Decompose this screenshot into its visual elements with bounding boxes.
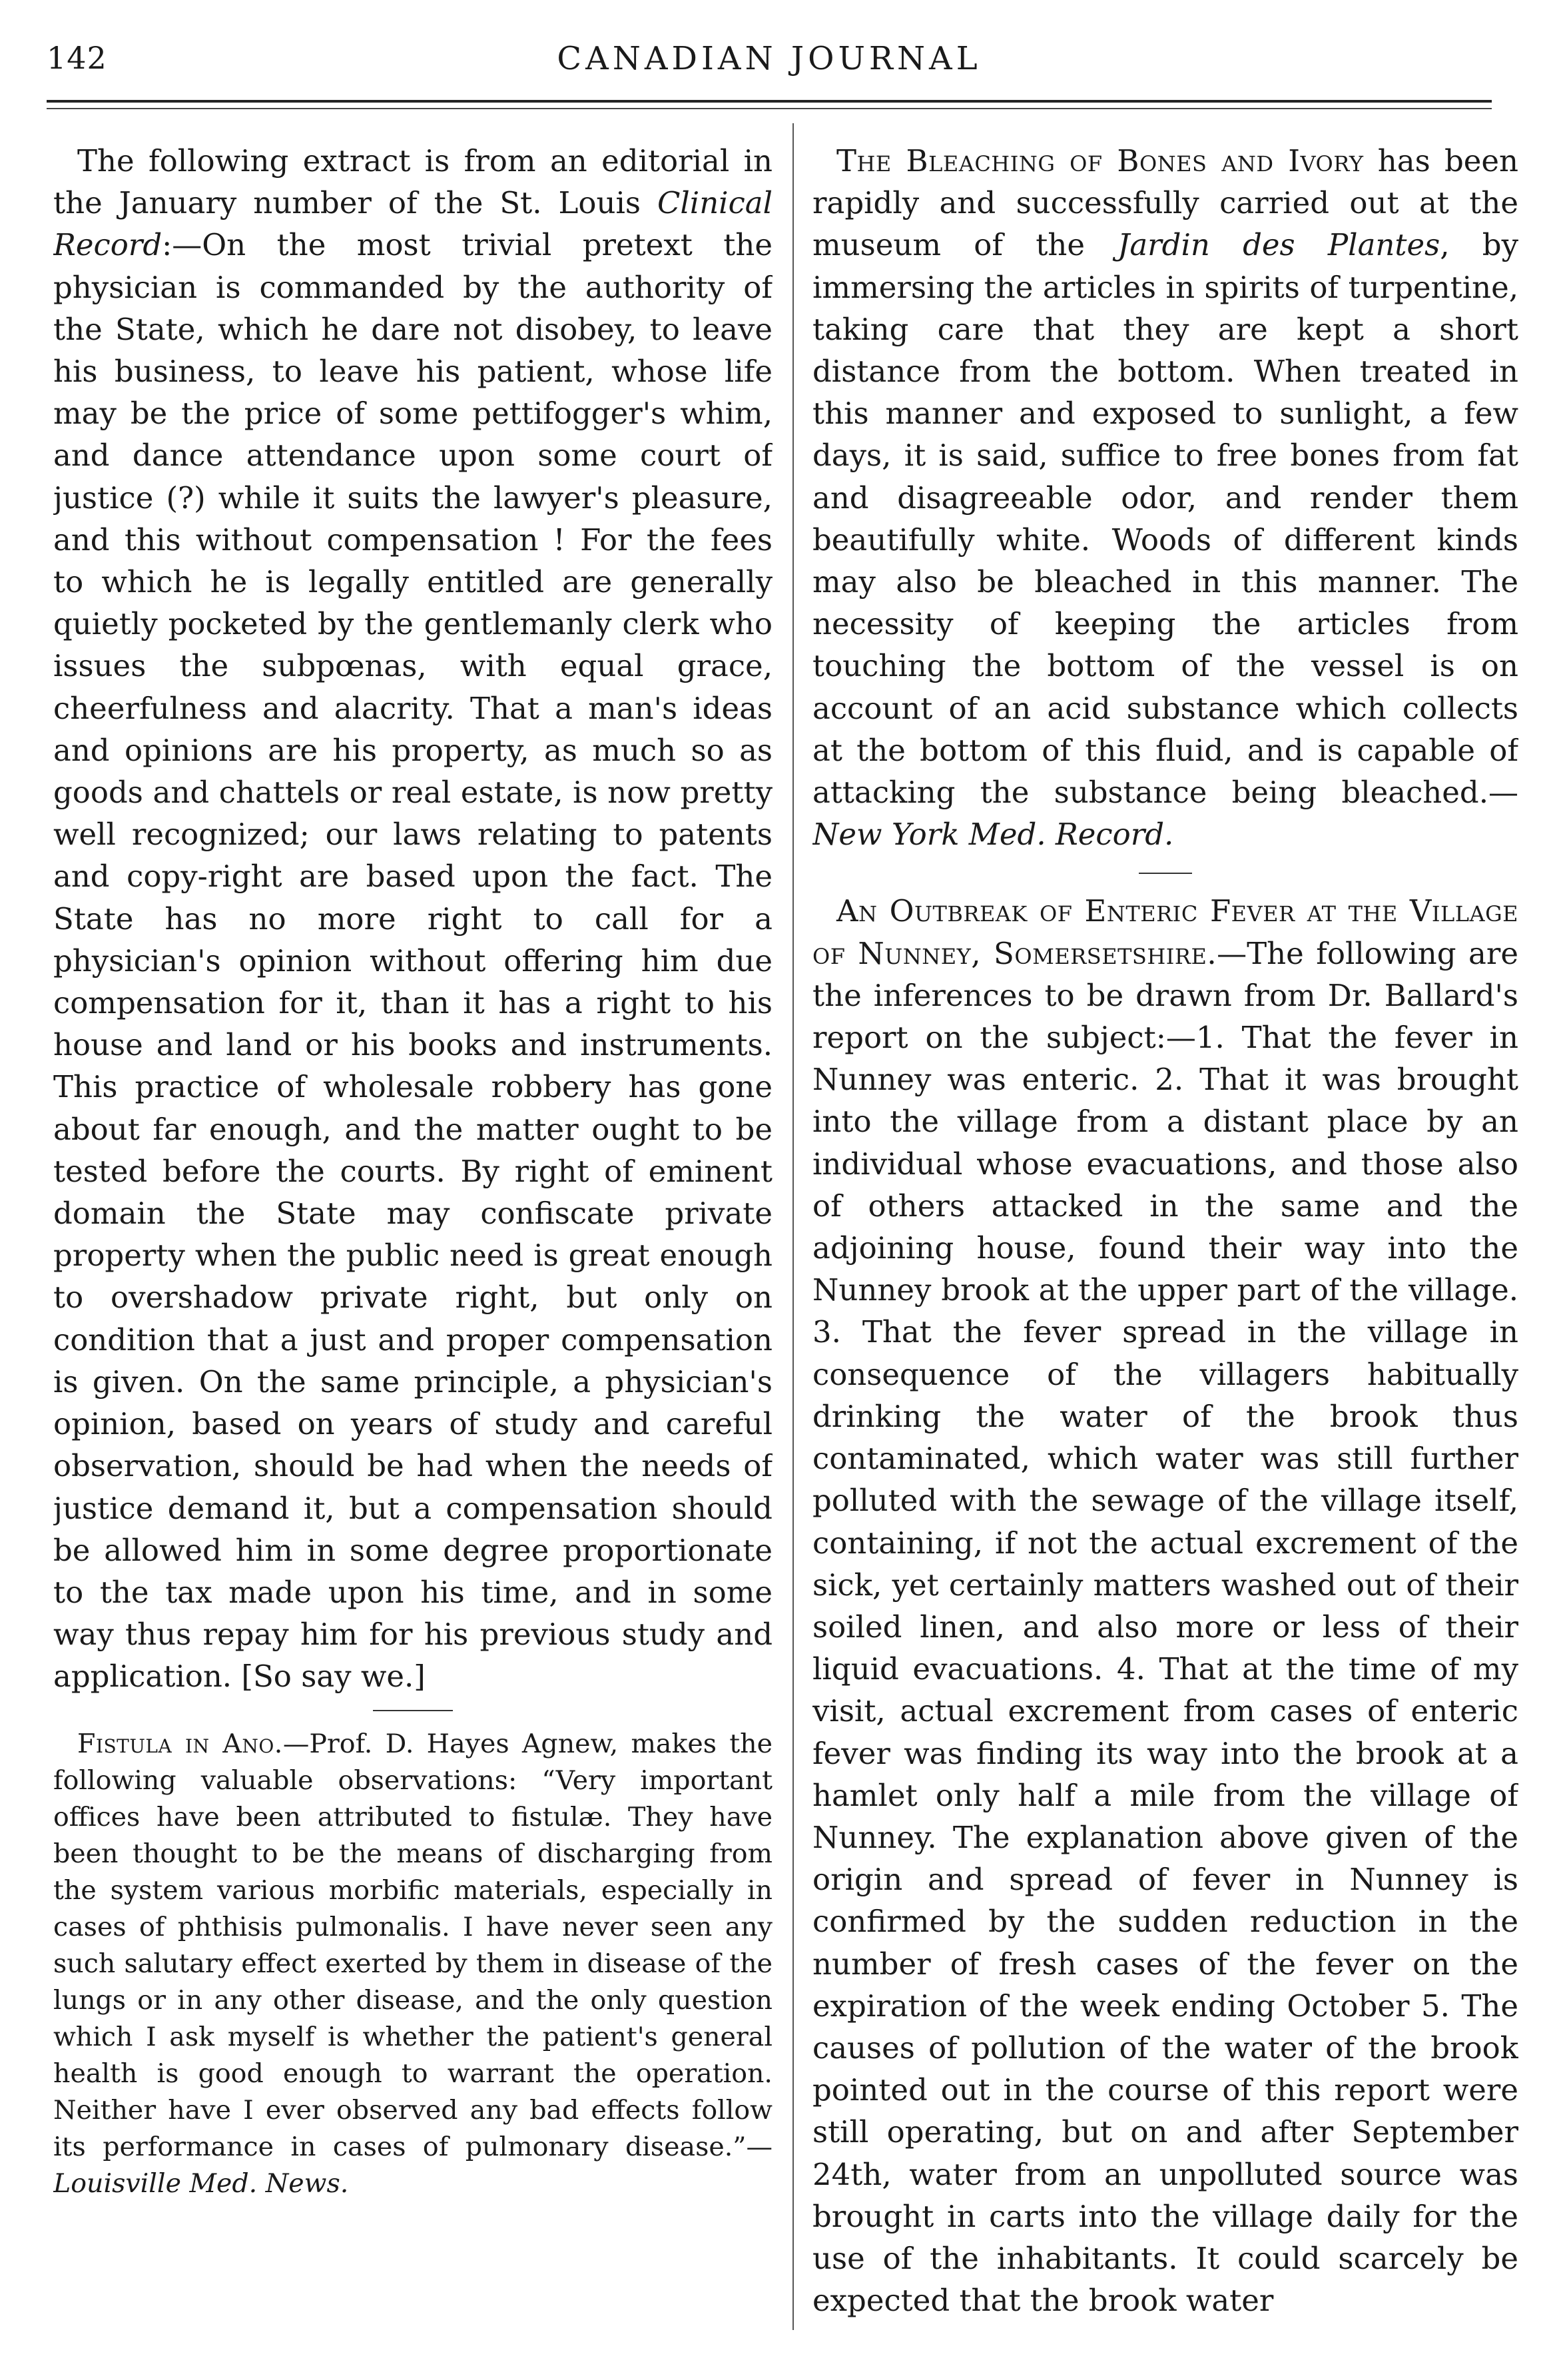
header-rule-thick (47, 100, 1492, 103)
section-separator (1139, 873, 1192, 874)
running-head: CANADIAN JOURNAL (557, 40, 982, 77)
fistula-heading: Fistula in Ano. (77, 1728, 283, 1759)
enteric-heading: An Outbreak of Enteric Fever at the Village of Nunney, Somersetshire. (812, 893, 1518, 971)
bleaching-source: New York Med. Record. (812, 817, 1174, 853)
bleaching-heading: The Bleaching of Bones and Ivory (836, 143, 1364, 179)
section-separator (373, 1710, 453, 1711)
header-rule-thin (47, 108, 1492, 109)
bleaching-paragraph (812, 140, 1518, 855)
right-column (812, 140, 1518, 2340)
fistula-paragraph (53, 1726, 773, 2202)
bleaching-text-2: , by immersing the articles in spirits of turpentine, taking care that they are kept a short distance from the bottom. When treated in this manner and exposed to sunlight, a few days, it is said, suffice to free bones from fat and disagreeable odor, and render them beautifully white. Woods of different kinds may also be bleached in this manner. The necessity of keeping the articles from touching the bottom of the vessel is on account of an acid substance which collects at the bottom of this fluid, and is capable of attacking the substance being bleached.— (812, 227, 1518, 811)
page-number: 142 (47, 40, 107, 76)
editorial-source-title: Clinical Record (53, 185, 773, 263)
page-header (47, 40, 1492, 93)
editorial-text-2: :—On the most trivial pretext the physician is commanded by the authority of the State, which he dare not disobey, to leave his business, to leave his patient, whose life may be the price of some pettifogger's whim, and dance attendance upon some court of justice (?) while it suits the lawyer's pleasure, and this without compensation ! For the fees to which he is legally entitled are generally quietly pocketed by the gentlemanly clerk who issues the subpœnas, with equal grace, cheerfulness and alacrity. That a man's ideas and opinions are his property, as much so as goods and chattels or real estate, is now pretty well recognized; our laws relating to patents and copy-right are based upon the fact. The State has no more right to call for a physician's opinion without offering him due compensation for it, than it has a right to his house and land or his books and instruments. This practice of wholesale robbery has gone about far enough, and the matter ought to be tested before the courts. By right of eminent domain the State may confiscate private property when the public need is great enough to overshadow private right, but only on condition that a just and proper compensation is given. On the same principle, a physician's opinion, based on years of study and careful observation, should be had when the needs of justice demand it, but a compensation should be allowed him in some degree proportionate to the tax made upon his time, and in some way thus repay him for his previous study and application. [So say we.] (53, 227, 773, 1695)
fistula-source: Louisville Med. News. (53, 2168, 349, 2199)
editorial-text-1: The following extract is from an editorial in the January number of the St. Louis (53, 143, 773, 221)
enteric-text: —The following are the inferences to be drawn from Dr. Ballard's report on the subject:—1. That the fever in Nunney was enteric. 2. That it was brought into the village from a distant place by an individual whose evacuations, and those also of others attacked in the same and the adjoining house, found their way into the Nunney brook at the upper part of the village. 3. That the fever spread in the village in consequence of the villagers habitually drinking the water of the brook thus contaminated, which water was still further polluted with the sewage of the village itself, containing, if not the actual excrement of the sick, yet certainly matters washed out of their soiled linen, and also more or less of their liquid evacuations. 4. That at the time of my visit, actual excrement from cases of enteric fever was finding its way into the brook at a hamlet only half a mile from the village of Nunney. The explanation above given of the origin and spread of fever in Nunney is confirmed by the sudden reduction in the number of fresh cases of the fever on the expiration of the week ending October 5. The causes of pollution of the water of the brook pointed out in the course of this report were still operating, but on and after September 24th, water from an unpolluted source was brought in carts into the village daily for the use of the inhabitants. It could scarcely be expected that the brook water (812, 935, 1518, 2319)
editorial-paragraph (53, 140, 773, 1698)
enteric-paragraph (812, 890, 1518, 2321)
left-column (53, 140, 773, 2340)
fistula-text: —Prof. D. Hayes Agnew, makes the following valuable observations: “Very important offices have been attributed to fistulæ. They have been thought to be the means of discharging from the system various morbific materials, especially in cases of phthisis pulmonalis. I have never seen any such salutary effect exerted by them in disease of the lungs or in any other disease, and the only question which I ask myself is whether the patient's general health is good enough to warrant the operation. Neither have I ever observed any bad effects follow its performance in cases of pulmonary disease.”— (53, 1728, 773, 2162)
column-divider (792, 123, 794, 2330)
bleaching-place: Jardin des Plantes (1117, 227, 1440, 263)
bleaching-text-1: has been rapidly and successfully carried out at the museum of the (812, 143, 1518, 263)
